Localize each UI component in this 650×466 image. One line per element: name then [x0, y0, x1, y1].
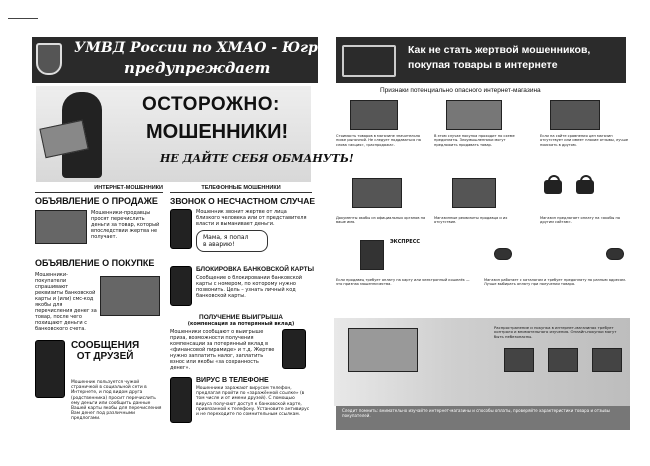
laptop-photo-icon — [348, 328, 418, 372]
bubble-line-1: Мама, я попал — [203, 234, 249, 241]
sign-icon-left — [494, 248, 512, 260]
sms-phone-icon — [170, 266, 192, 306]
thief-illustration-icon — [40, 88, 104, 180]
phone-call-icon — [170, 209, 192, 249]
laptop-icon — [35, 210, 87, 244]
internet-fraud-column — [35, 185, 163, 422]
friends-title-2: ОТ ДРУЗЕЙ — [76, 351, 134, 362]
shopping-bag-icon — [576, 180, 594, 194]
laptop-card-icon — [100, 276, 160, 316]
prize-phone-icon — [282, 329, 306, 369]
shopping-bag-icon — [544, 180, 562, 194]
prize-subtitle: (компенсация за потерянный вклад) — [187, 321, 295, 327]
hero-slogan: НЕ ДАЙТЕ СЕБЯ ОБМАНУТЬ! — [160, 152, 354, 165]
smartphone-icon — [360, 240, 384, 270]
right-header-title: Как не стать жертвой мошенников, — [408, 44, 591, 56]
shopping-photo-band — [334, 318, 630, 406]
prize-text: Мошенники сообщают о выигрыше приза, возможности получения компенсации за потерянный вклад в «финансовой пирамиде» и т.д. Жертве нужно заплатить налог, заплатить взнос или якобы «за сохранность денег». — [170, 329, 275, 371]
sign-requisites-text: Магазинные реквизиты продавца и их отсутствие. — [434, 216, 508, 225]
phone-category-label: ТЕЛЕФОННЫЕ МОШЕННИКИ — [201, 185, 281, 191]
crossed-truck-icon — [446, 100, 502, 130]
hero-title-fraudsters: МОШЕННИКИ! — [146, 121, 289, 143]
card-block-title: БЛОКИРОВКА БАНКОВСКОЙ КАРТЫ — [196, 266, 314, 273]
tablet-icon — [592, 348, 622, 372]
laptop-price-icon — [350, 100, 398, 130]
prize-title: ПОЛУЧЕНИЕ ВЫИГРЫША — [199, 314, 283, 321]
card-block-text: Сообщение о блокировании банковской карты с номером, по которому нужно позвонить. Цель – узнать личный код банковской карты. — [196, 275, 303, 299]
sign-prepay-text: В этом случае покупка проходит по схеме предоплаты. Злоумышленники могут предложить продавать товар. — [434, 134, 515, 147]
sign-card-text: Если продавец требует оплату на карту или электронный кошелёк — это признак мошенничества. — [336, 278, 470, 287]
right-subtitle: Признаки потенциально опасного интернет-магазина — [380, 87, 541, 94]
tablet-icon — [548, 348, 578, 372]
accident-title: ЗВОНОК О НЕСЧАСТНОМ СЛУЧАЕ — [170, 196, 316, 206]
right-header-banner — [336, 37, 626, 83]
laptop-icon — [342, 45, 396, 77]
accident-text: Мошенник звонит жертве от лица близкого человека или от представителя власти и выманивает деньги. — [196, 209, 307, 227]
laptop-docs-icon — [352, 178, 402, 208]
sign-payment-text: Магазин предлагает оплату на «якобы по другим сайтам». — [540, 216, 621, 225]
laptop-requisites-icon — [452, 178, 496, 208]
phone-fraud-column — [170, 185, 316, 423]
purchase-title: ОБЪЯВЛЕНИЕ О ПОКУПКЕ — [35, 258, 155, 268]
virus-phone-icon — [170, 377, 192, 423]
right-footer-note: Следит помнить: внимательно изучайте интернет-магазины и способы оплаты, проверяйте характеристики товара и отзывы покупателей. — [336, 406, 630, 430]
right-header-title-2: покупая товары в интернете — [408, 59, 558, 71]
sign-catalog-text: Магазин работает с каталогом и требует предоплату по разным адресам. Лучше выбирать оплату при получении товара. — [484, 278, 626, 287]
friends-text: Мошенник пользуется чужой страничкой в социальной сети в Интернете, и под видом друга (родственника) просит перечислить ему деньги или сообщить данные Вашей карты якобы для перечисления Вам денег под различными предлогами. — [71, 380, 162, 422]
hero-title-caution: ОСТОРОЖНО: — [142, 94, 280, 115]
header-subtitle: предупреждает — [124, 59, 271, 77]
virus-title: ВИРУС В ТЕЛЕФОНЕ — [196, 377, 269, 384]
sign-price-text: Стоимость товаров в магазине значительно ниже рыночной. Не следует поддаваться на слова «акция», «распродажа». — [336, 134, 421, 147]
internet-category-label: ИНТЕРНЕТ-МОШЕННИКИ — [94, 185, 163, 191]
right-leaflet — [330, 0, 650, 466]
sale-title: ОБЪЯВЛЕНИЕ О ПРОДАЖЕ — [35, 196, 158, 206]
purchase-text: Мошенники-покупатели спрашивают реквизиты банковской карты и (или) смс-код якобы для перечисления денег за товар, после чего похищают деньги с банковского счета. — [35, 272, 97, 332]
sign-icon-right — [606, 248, 624, 260]
virus-text: Мошенники заражают вирусом телефон, предлагая пройти по «заражённой ссылке» (в том числе и от имени друзей). С помощью вируса получают доступ к банковской карте, привязанной к телефону. Установите антивирус и не переходите по сомнительным ссылкам. — [196, 386, 310, 418]
express-label: ЭКСПРЕСС — [390, 239, 421, 245]
sign-reviews-text: Если на сайте сравнения цен магазин отсутствует или имеет плохие отзывы, лучше поискать в другом. — [540, 134, 629, 147]
speech-bubble — [196, 230, 268, 252]
police-emblem-icon — [36, 43, 62, 75]
laptop-reviews-icon — [550, 100, 600, 130]
hero-banner — [36, 86, 354, 182]
header-title: УМВД России по ХМАО - Югре — [74, 40, 327, 56]
bubble-line-2: в аварию! — [203, 241, 235, 248]
smartphone-icon — [35, 340, 65, 398]
tablet-icon — [504, 348, 534, 372]
friends-title: СООБЩЕНИЯ — [71, 340, 140, 351]
sign-docs-text: Документы якобы из официальных органов на ваше имя. — [336, 216, 426, 225]
left-header-banner — [32, 37, 327, 83]
sale-text: Мошенники-продавцы просят перечислить деньги за товар, который впоследствии жертва не получает. — [91, 210, 160, 240]
info-text: Распространение и покупка в интернет-магазинах требует контроля и внимательного изучения. Онлайн-покупки могут быть небезопасны. — [494, 325, 617, 339]
